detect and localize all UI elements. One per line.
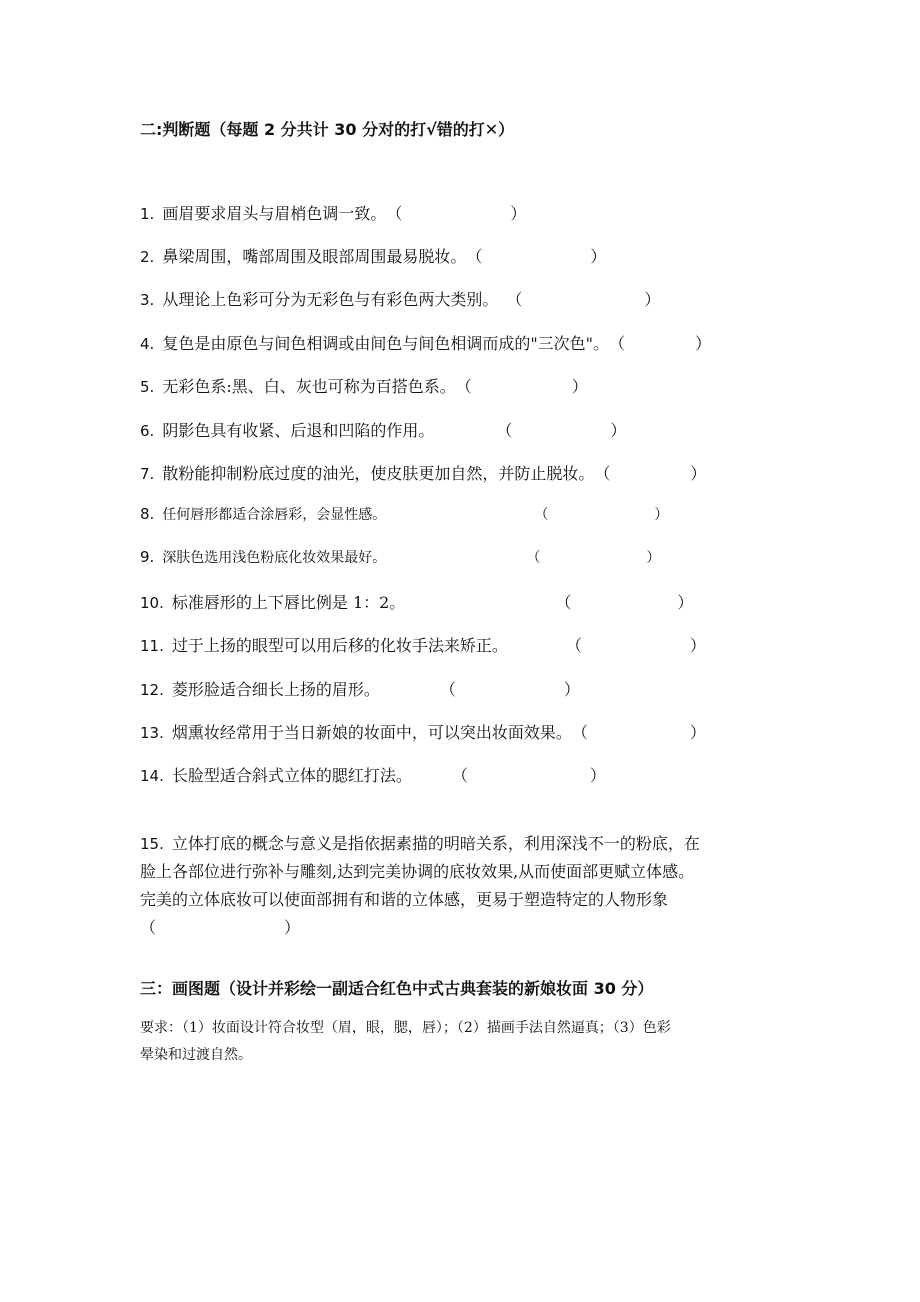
question-text: 烟熏妆经常用于当日新娘的妆面中，可以突出妆面效果。 [171,723,572,742]
question-item-1 [140,201,526,224]
question-15-line-2: 脸上各部位进行弥补与雕刻,达到完美协调的底妆效果,从而使面部更赋立体感。 [140,862,695,881]
question-15-line-3: 完美的立体底妆可以使面部拥有和谐的立体感，更易于塑造特定的人物形象 [140,890,669,909]
question-number: 2. [140,248,155,266]
question-item-2 [140,244,606,267]
question-item-7 [140,461,706,484]
question-number: 7. [140,465,155,483]
question-text: 长脸型适合斜式立体的腮红打法。 [171,766,412,785]
question-text: 无彩色系:黑、白、灰也可称为百搭色系。 [162,377,456,396]
question-15-line-1: 15. 立体打底的概念与意义是指依据素描的明暗关系，利用深浅不一的粉底，在 [140,834,700,853]
answer-blank[interactable]: （ ） [594,464,707,483]
question-15-number: 15. [140,835,164,853]
question-text: 从理论上色彩可分为无彩色与有彩色两大类别。 [162,290,499,309]
question-number: 10. [140,594,164,612]
question-text: 鼻梁周围，嘴部周围及眼部周围最易脱妆。 [162,247,467,266]
question-number: 13. [140,724,164,742]
answer-blank[interactable]: （ ） [534,507,669,523]
question-item-13 [140,720,706,743]
question-number: 12. [140,681,164,699]
question-number: 5. [140,378,155,396]
question-number: 6. [140,422,155,440]
question-text: 菱形脸适合细长上扬的眉形。 [171,680,380,699]
answer-blank[interactable]: （ ） [466,247,607,266]
question-text: 任何唇形都适合涂唇彩，会显性感。 [162,507,387,523]
answer-blank[interactable]: （ ） [496,421,627,440]
question-text: 深肤色选用浅色粉底化妆效果最好。 [162,550,387,566]
answer-blank[interactable]: （ ） [609,334,712,353]
question-text: 阴影色具有收紧、后退和凹陷的作用。 [162,421,435,440]
question-item-11 [140,633,706,656]
answer-blank[interactable]: （ ） [565,636,706,655]
question-item-9 [140,547,660,567]
answer-blank[interactable]: （ ） [451,766,606,785]
section-3-requirements [140,1015,782,1069]
question-number: 8. [140,505,155,523]
answer-blank[interactable]: （ ） [555,593,694,612]
answer-blank[interactable]: （ ） [571,723,706,742]
section-3-title: 三：画图题（设计并彩绘一副适合红色中式古典套装的新娘妆面 30 分） [140,979,654,998]
question-number: 11. [140,637,164,655]
requirements-line-1: 要求：（1）妆面设计符合妆型（眉，眼，腮，唇）；（2）描画手法自然逼真；（3）色彩 [140,1020,671,1036]
question-text: 标准唇形的上下唇比例是 1：2。 [171,593,406,612]
question-number: 4. [140,335,155,353]
question-text: 画眉要求眉头与眉梢色调一致。 [162,204,387,223]
answer-blank[interactable]: （ ） [455,377,588,396]
question-text: 复色是由原色与间色相调或由间色与间色相调而成的"三次色"。 [162,334,610,353]
requirements-line-2: 晕染和过渡自然。 [140,1047,252,1063]
answer-blank[interactable]: （ ） [526,550,661,566]
question-text: 散粉能抑制粉底过度的油光，使皮肤更加自然，并防止脱妆。 [162,464,595,483]
question-number: 1. [140,205,155,223]
question-number: 9. [140,548,155,566]
question-item-12 [140,677,580,700]
question-item-8 [140,504,668,524]
section-2-title: 二:判断题（每题 2 分共计 30 分对的打√错的打✕） [140,120,515,139]
answer-blank[interactable]: （ ） [386,204,527,223]
question-15-answer-blank[interactable]: （ ） [140,918,301,937]
question-item-5 [140,374,588,397]
answer-blank[interactable]: （ ） [506,290,661,309]
question-item-14 [140,763,606,786]
question-number: 3. [140,291,155,309]
question-text: 过于上扬的眼型可以用后移的化妆手法来矫正。 [171,636,508,655]
question-item-4 [140,331,711,354]
question-item-10 [140,590,693,613]
question-item-6 [140,418,626,441]
question-item-3 [140,287,660,310]
answer-blank[interactable]: （ ） [439,680,580,699]
question-number: 14. [140,767,164,785]
question-15 [140,830,782,942]
